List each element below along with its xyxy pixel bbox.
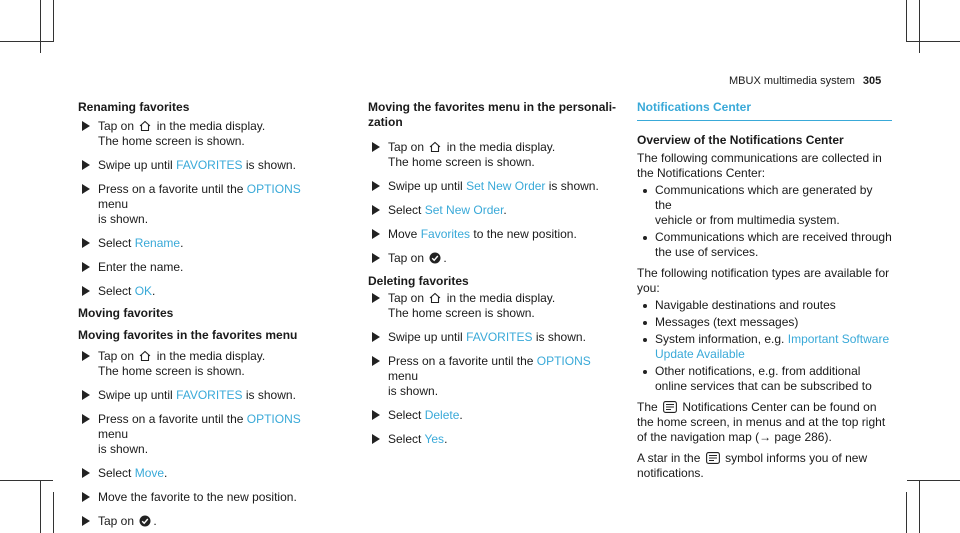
text: Communications which are received through: [655, 230, 892, 244]
text: Tap on: [98, 514, 135, 528]
heading-line: zation: [368, 115, 403, 129]
ui-term: Move: [134, 466, 165, 480]
crop-mark: [53, 0, 54, 42]
text: Messages (text messages): [655, 315, 799, 329]
home-icon: [429, 292, 441, 304]
text: the Notifications Center:: [637, 166, 766, 180]
list-item: [637, 332, 892, 362]
moving-heading: Moving favorites: [78, 306, 174, 320]
text: .: [444, 432, 448, 446]
text: Swipe up until: [98, 158, 173, 172]
text: Select: [98, 284, 132, 298]
section-title: Notifications Center: [637, 100, 892, 121]
crop-mark: [919, 480, 920, 533]
text: .: [152, 284, 156, 298]
crop-mark: [906, 492, 907, 533]
text: is shown.: [245, 158, 296, 172]
text: .: [503, 203, 507, 217]
step-arrow-icon: [82, 492, 90, 502]
moving-subheading: Moving favorites in the favorites menu: [78, 328, 298, 342]
text: Notifications Center can be found on: [682, 400, 877, 414]
step: [368, 140, 618, 170]
ui-term: Favorites: [420, 227, 471, 241]
running-title: MBUX multimedia system: [729, 75, 855, 87]
home-icon: [139, 350, 151, 362]
confirm-check-icon: [139, 515, 151, 527]
renaming-heading: Renaming favorites: [78, 100, 190, 114]
ui-term: Yes: [424, 432, 445, 446]
text: you:: [637, 281, 660, 295]
text: Navigable destinations and routes: [655, 298, 836, 312]
text: online services that can be subscribed to: [655, 379, 872, 393]
text: .: [180, 236, 184, 250]
text: The following notification types are available for: [637, 266, 890, 280]
ui-term: FAVORITES: [176, 388, 243, 402]
text: is shown.: [245, 388, 296, 402]
ui-term: OPTIONS: [246, 412, 301, 426]
text: A star in the: [637, 451, 701, 465]
step-arrow-icon: [82, 516, 90, 526]
crop-mark: [907, 41, 960, 42]
paragraph: [637, 266, 892, 296]
overview-heading: Overview of the Notifications Center: [637, 133, 844, 147]
step: [78, 412, 328, 457]
step-arrow-icon: [82, 390, 90, 400]
page-ref-arrow-icon: →: [759, 430, 772, 444]
ui-term: Update Available: [655, 347, 745, 361]
step-arrow-icon: [372, 356, 380, 366]
page-number: 305: [862, 75, 882, 87]
text: Select: [388, 203, 422, 217]
step-arrow-icon: [372, 229, 380, 239]
home-icon: [429, 141, 441, 153]
text: menu: [98, 427, 129, 441]
step-arrow-icon: [82, 121, 90, 131]
text: Communications which are generated by the: [655, 183, 873, 212]
step-arrow-icon: [372, 332, 380, 342]
text: The home screen is shown.: [388, 306, 535, 320]
text: in the media display.: [446, 140, 556, 154]
step: [368, 330, 618, 345]
text: .: [153, 514, 157, 528]
text: Select: [388, 408, 422, 422]
ui-term: FAVORITES: [466, 330, 533, 344]
step: [78, 158, 328, 173]
text: .: [459, 408, 463, 422]
text: of the navigation map (: [637, 430, 760, 444]
step: [368, 408, 618, 423]
crop-mark: [907, 480, 960, 481]
ui-term: OPTIONS: [246, 182, 301, 196]
text: Press on a favorite until the: [388, 354, 534, 368]
text: Press on a favorite until the: [98, 412, 244, 426]
step: [368, 291, 618, 321]
crop-mark: [0, 480, 53, 481]
step-arrow-icon: [82, 160, 90, 170]
step: [78, 119, 328, 149]
confirm-check-icon: [429, 252, 441, 264]
step: [78, 490, 328, 505]
page-reference[interactable]: page 286).: [774, 430, 832, 444]
step: [368, 432, 618, 447]
text: is shown.: [388, 384, 439, 398]
crop-mark: [0, 41, 53, 42]
text: The home screen is shown.: [388, 155, 535, 169]
step: [78, 514, 328, 529]
step: [78, 236, 328, 251]
text: menu: [98, 197, 129, 211]
text: Enter the name.: [98, 260, 184, 274]
column-2: [368, 100, 618, 447]
text: Swipe up until: [98, 388, 173, 402]
text: The home screen is shown.: [98, 364, 245, 378]
text: symbol informs you of new: [725, 451, 868, 465]
step: [78, 260, 328, 275]
text: Move: [388, 227, 418, 241]
column-3: [637, 100, 892, 481]
step: [78, 349, 328, 379]
text: Swipe up until: [388, 179, 463, 193]
crop-mark: [919, 0, 920, 53]
list-item: [637, 315, 892, 330]
ui-term: Set New Order: [424, 203, 504, 217]
text: Select: [388, 432, 422, 446]
step-arrow-icon: [372, 410, 380, 420]
text: the use of services.: [655, 245, 759, 259]
step-arrow-icon: [372, 205, 380, 215]
text: Swipe up until: [388, 330, 463, 344]
step: [368, 203, 618, 218]
text: Press on a favorite until the: [98, 182, 244, 196]
step-arrow-icon: [372, 293, 380, 303]
ui-term: OK: [134, 284, 153, 298]
step: [368, 227, 618, 242]
step-arrow-icon: [82, 286, 90, 296]
text: notifications.: [637, 466, 704, 480]
deleting-heading: Deleting favorites: [368, 274, 469, 288]
text: Select: [98, 236, 132, 250]
column-1: [78, 100, 328, 529]
notifications-icon: [706, 452, 720, 464]
step-arrow-icon: [82, 262, 90, 272]
bullet-dot: [643, 338, 647, 342]
step: [78, 182, 328, 227]
step: [78, 388, 328, 403]
step: [78, 466, 328, 481]
step: [78, 284, 328, 299]
bullet-dot: [643, 321, 647, 325]
crop-mark: [906, 0, 907, 42]
crop-mark: [40, 480, 41, 533]
personalization-heading: [368, 100, 618, 130]
step-arrow-icon: [372, 253, 380, 263]
paragraph: [637, 151, 892, 181]
ui-term: OPTIONS: [536, 354, 591, 368]
step-arrow-icon: [372, 142, 380, 152]
text: Move the favorite to the new position.: [98, 490, 297, 504]
bullet-dot: [643, 370, 647, 374]
bullet-dot: [643, 304, 647, 308]
crop-mark: [53, 492, 54, 533]
text: in the media display.: [156, 119, 266, 133]
text: Select: [98, 466, 132, 480]
text: Tap on: [388, 140, 425, 154]
list-item: [637, 183, 892, 228]
step: [368, 354, 618, 399]
bullet-dot: [643, 189, 647, 193]
ui-term: FAVORITES: [176, 158, 243, 172]
bullet-dot: [643, 236, 647, 240]
text: The: [637, 400, 658, 414]
step-arrow-icon: [372, 434, 380, 444]
home-icon: [139, 120, 151, 132]
ui-term: Delete: [424, 408, 460, 422]
text: .: [443, 251, 447, 265]
list-item: [637, 230, 892, 260]
step-arrow-icon: [82, 351, 90, 361]
text: .: [164, 466, 168, 480]
step-arrow-icon: [82, 238, 90, 248]
text: is shown.: [535, 330, 586, 344]
text: is shown.: [98, 212, 149, 226]
text: Tap on: [98, 119, 135, 133]
crop-mark: [40, 0, 41, 53]
text: menu: [388, 369, 419, 383]
text: The following communications are collected in: [637, 151, 882, 165]
ui-term: Important Software: [787, 332, 890, 346]
step: [368, 251, 618, 266]
text: Tap on: [388, 291, 425, 305]
step-arrow-icon: [82, 414, 90, 424]
paragraph: [637, 451, 892, 481]
step-arrow-icon: [82, 468, 90, 478]
text: vehicle or from multimedia system.: [655, 213, 840, 227]
list-item: [637, 298, 892, 313]
list-item: [637, 364, 892, 394]
step-arrow-icon: [372, 181, 380, 191]
text: is shown.: [98, 442, 149, 456]
text: to the new position.: [473, 227, 577, 241]
step-arrow-icon: [82, 184, 90, 194]
text: is shown.: [548, 179, 599, 193]
notifications-icon: [663, 401, 677, 413]
ui-term: Set New Order: [466, 179, 546, 193]
text: in the media display.: [156, 349, 266, 363]
text: Tap on: [388, 251, 425, 265]
heading-line: Moving the favorites menu in the personali-: [368, 100, 617, 114]
running-header: [729, 74, 881, 89]
text: in the media display.: [446, 291, 556, 305]
text: Tap on: [98, 349, 135, 363]
text: Other notifications, e.g. from additional: [655, 364, 861, 378]
text: the home screen, in menus and at the top right: [637, 415, 886, 429]
step: [368, 179, 618, 194]
paragraph: [637, 400, 892, 445]
ui-term: Rename: [134, 236, 181, 250]
text: The home screen is shown.: [98, 134, 245, 148]
text: System information, e.g.: [655, 332, 785, 346]
